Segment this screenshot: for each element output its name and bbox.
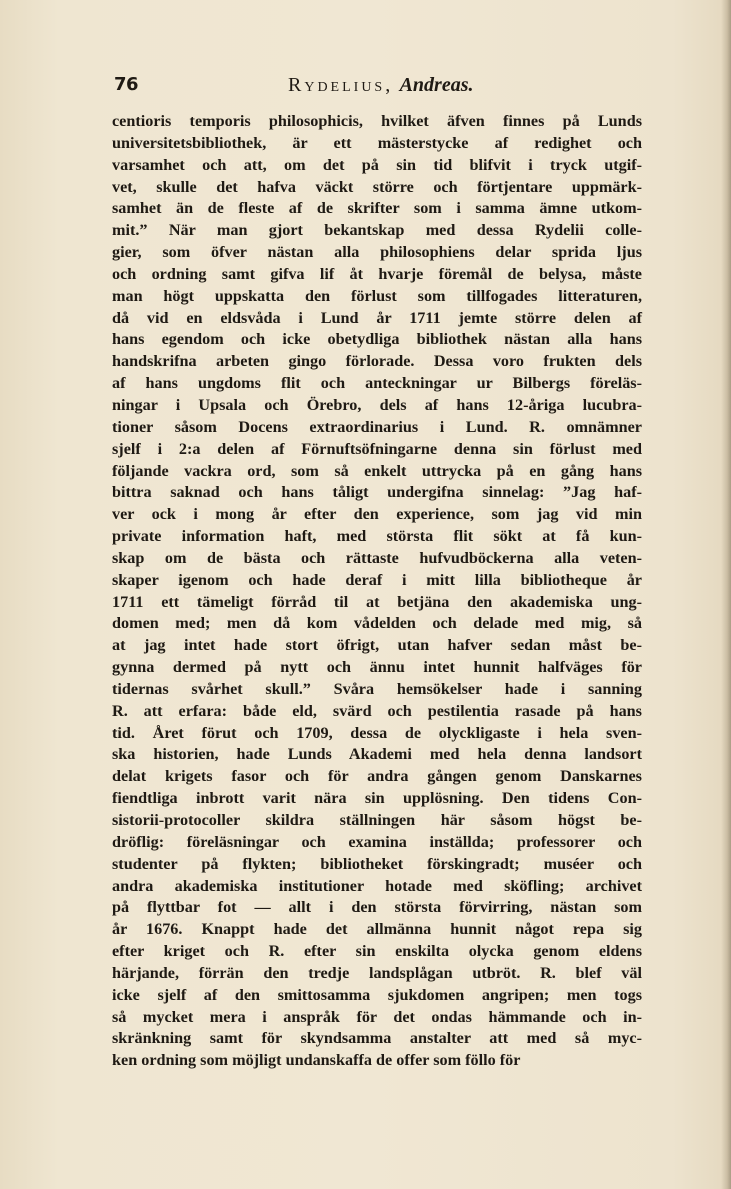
text-line: år 1676. Knappt hade det allmänna hunnit något repa sig: [112, 920, 642, 939]
text-line: sistorii-protocoller skildra ställningen här såsom högst be-: [112, 811, 642, 829]
running-header: [106, 72, 646, 106]
text-line: private information haft, med största flit sökt at få kun-: [112, 527, 642, 546]
text-line: följande vackra ord, som så enkelt uttrycka på en gång hans: [112, 461, 642, 480]
text-line: ver ock i mong år efter den experience, som jag vid min: [112, 505, 642, 524]
text-line: at jag intet hade stort öfrigt, utan hafver sedan måst be-: [112, 636, 642, 655]
text-line: varsamhet och att, om det på sin tid blifvit i tryck utgif-: [112, 155, 642, 174]
text-line: skränkning samt för skyndsamma anstalter att med så myc-: [112, 1029, 642, 1048]
text-line: skap om de bästa och rättaste hufvudböckerna alla veten-: [112, 548, 642, 567]
text-line: bittra saknad och hans tåligt undergifna sinnelag: ”Jag haf-: [112, 483, 642, 502]
text-line: R. att erfara: både eld, svärd och pestilentia rasade på hans: [112, 701, 642, 720]
text-line: tidernas svårhet skull.” Svåra hemsökelser hade i sanning: [112, 679, 642, 698]
text-line: ska historien, hade Lunds Akademi med hela denna landsort: [112, 745, 642, 764]
running-title: [288, 72, 474, 97]
running-title-given-name: Andreas.: [399, 74, 474, 96]
text-line: icke sjelf af den smittosamma sjukdomen angripen; men togs: [112, 985, 642, 1004]
text-line: andra akademiska institutioner hotade med sköfling; archivet: [112, 876, 642, 895]
text-line: sjelf i 2:a delen af Förnuftsöfningarne denna sin förlust med: [112, 439, 642, 458]
text-line: studenter på flykten; bibliotheket förskingradt; muséer och: [112, 854, 642, 873]
text-line: centioris temporis philosophicis, hvilket äfven finnes på Lunds: [112, 112, 642, 130]
text-line: tid. Året förut och 1709, dessa de olyckligaste i hela sven-: [112, 723, 642, 742]
text-line: så mycket mera i anspråk för det ondas hämmande och in-: [112, 1007, 642, 1026]
text-line: tioner såsom Docens extraordinarius i Lund. R. omnämner: [112, 417, 642, 436]
text-line: hans egendom och icke obetydliga bibliothek nästan alla hans: [112, 330, 642, 349]
running-title-surname: Rydelius,: [288, 74, 394, 96]
text-line: på flyttbar fot — allt i den största förvirring, nästan som: [112, 898, 642, 917]
text-line: man högt uppskatta den förlust som tillfogades litteraturen,: [112, 286, 642, 305]
text-line: domen med; men då kom vådelden och delade med mig, så: [112, 614, 642, 633]
text-line: och ordning samt gifva lif åt hvarje föremål de belysa, måste: [112, 264, 642, 283]
page-number: 76: [114, 74, 139, 95]
text-line: ken ordning som möjligt undanskaffa de offer som föllo för: [112, 1051, 521, 1070]
text-line: ningar i Upsala och Örebro, dels af hans 12-åriga lucubra-: [112, 395, 642, 414]
page-edge-shadow: [721, 0, 731, 1189]
text-line: då vid en eldsvåda i Lund år 1711 jemte större delen af: [112, 308, 642, 327]
text-line: vet, skulle det hafva väckt större och förtjentare uppmärk-: [112, 177, 642, 196]
text-line: härjande, förrän den tredje landsplågan utbröt. R. blef väl: [112, 963, 642, 982]
text-line: fiendtliga inbrott varit nära sin upplösning. Den tidens Con-: [112, 789, 642, 808]
text-line: delat krigets fasor och för andra gången genom Danskarnes: [112, 767, 642, 786]
text-line: samhet än de fleste af de skrifter som i samma ämne utkom-: [112, 199, 642, 218]
text-line: gynna dermed på nytt och ännu intet hunnit halfväges för: [112, 658, 642, 677]
text-line: efter kriget och R. efter sin enskilta olycka genom eldens: [112, 942, 642, 961]
text-line: af hans ungdoms flit och anteckningar ur Bilbergs föreläs-: [112, 374, 642, 393]
text-line: mit.” När man gjort bekantskap med dessa Rydelii colle-: [112, 221, 642, 240]
text-line: 1711 ett tämeligt förråd til at betjäna den akademiska ung-: [112, 592, 642, 611]
text-line: gier, som öfver nästan alla philosophiens delar sprida ljus: [112, 243, 642, 262]
text-line: dröflig: föreläsningar och examina inställda; professorer och: [112, 832, 642, 851]
body-text: [112, 111, 642, 1072]
text-line: handskrifna arbeten gingo förlorade. Dessa voro frukten dels: [112, 352, 642, 371]
text-line: universitetsbibliothek, är ett mästerstycke af redighet och: [112, 133, 642, 152]
text-line: skaper igenom och hade deraf i mitt lilla bibliotheque år: [112, 570, 642, 589]
